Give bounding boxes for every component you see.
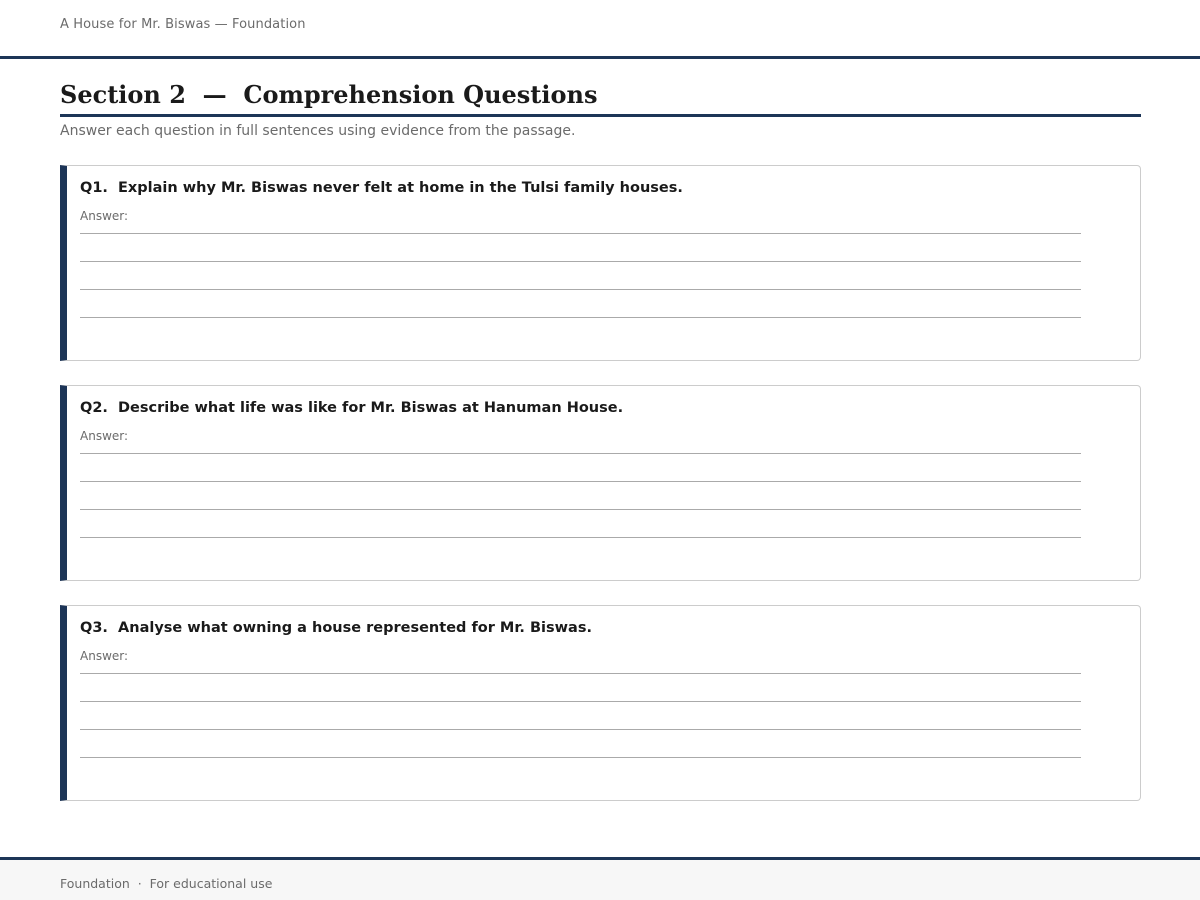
answer-line[interactable]	[80, 453, 1081, 454]
answer-line[interactable]	[80, 481, 1081, 482]
question-text: Q3. Analyse what owning a house represented for Mr. Biswas.	[80, 620, 592, 636]
section-title: Section 2 — Comprehension Questions	[60, 78, 1141, 117]
answer-line[interactable]	[80, 673, 1081, 674]
page-header	[0, 0, 1200, 59]
answer-line[interactable]	[80, 261, 1081, 262]
answer-line[interactable]	[80, 317, 1081, 318]
answer-line[interactable]	[80, 757, 1081, 758]
answer-line[interactable]	[80, 233, 1081, 234]
question-text: Q2. Describe what life was like for Mr. Biswas at Hanuman House.	[80, 400, 624, 416]
answer-line[interactable]	[80, 729, 1081, 730]
question-text: Q1. Explain why Mr. Biswas never felt at home in the Tulsi family houses.	[80, 180, 683, 196]
answer-label: Answer:	[80, 209, 129, 223]
page-footer	[0, 857, 1200, 900]
question-card-1	[60, 165, 1141, 361]
answer-label: Answer:	[80, 649, 129, 663]
answer-label: Answer:	[80, 429, 129, 443]
section-instructions: Answer each question in full sentences using evidence from the passage.	[60, 123, 576, 139]
answer-line[interactable]	[80, 509, 1081, 510]
footer-text: Foundation · For educational use	[60, 876, 273, 891]
answer-line[interactable]	[80, 701, 1081, 702]
header-title: A House for Mr. Biswas — Foundation	[60, 17, 306, 32]
question-card-3	[60, 605, 1141, 801]
question-card-2	[60, 385, 1141, 581]
answer-line[interactable]	[80, 537, 1081, 538]
answer-line[interactable]	[80, 289, 1081, 290]
